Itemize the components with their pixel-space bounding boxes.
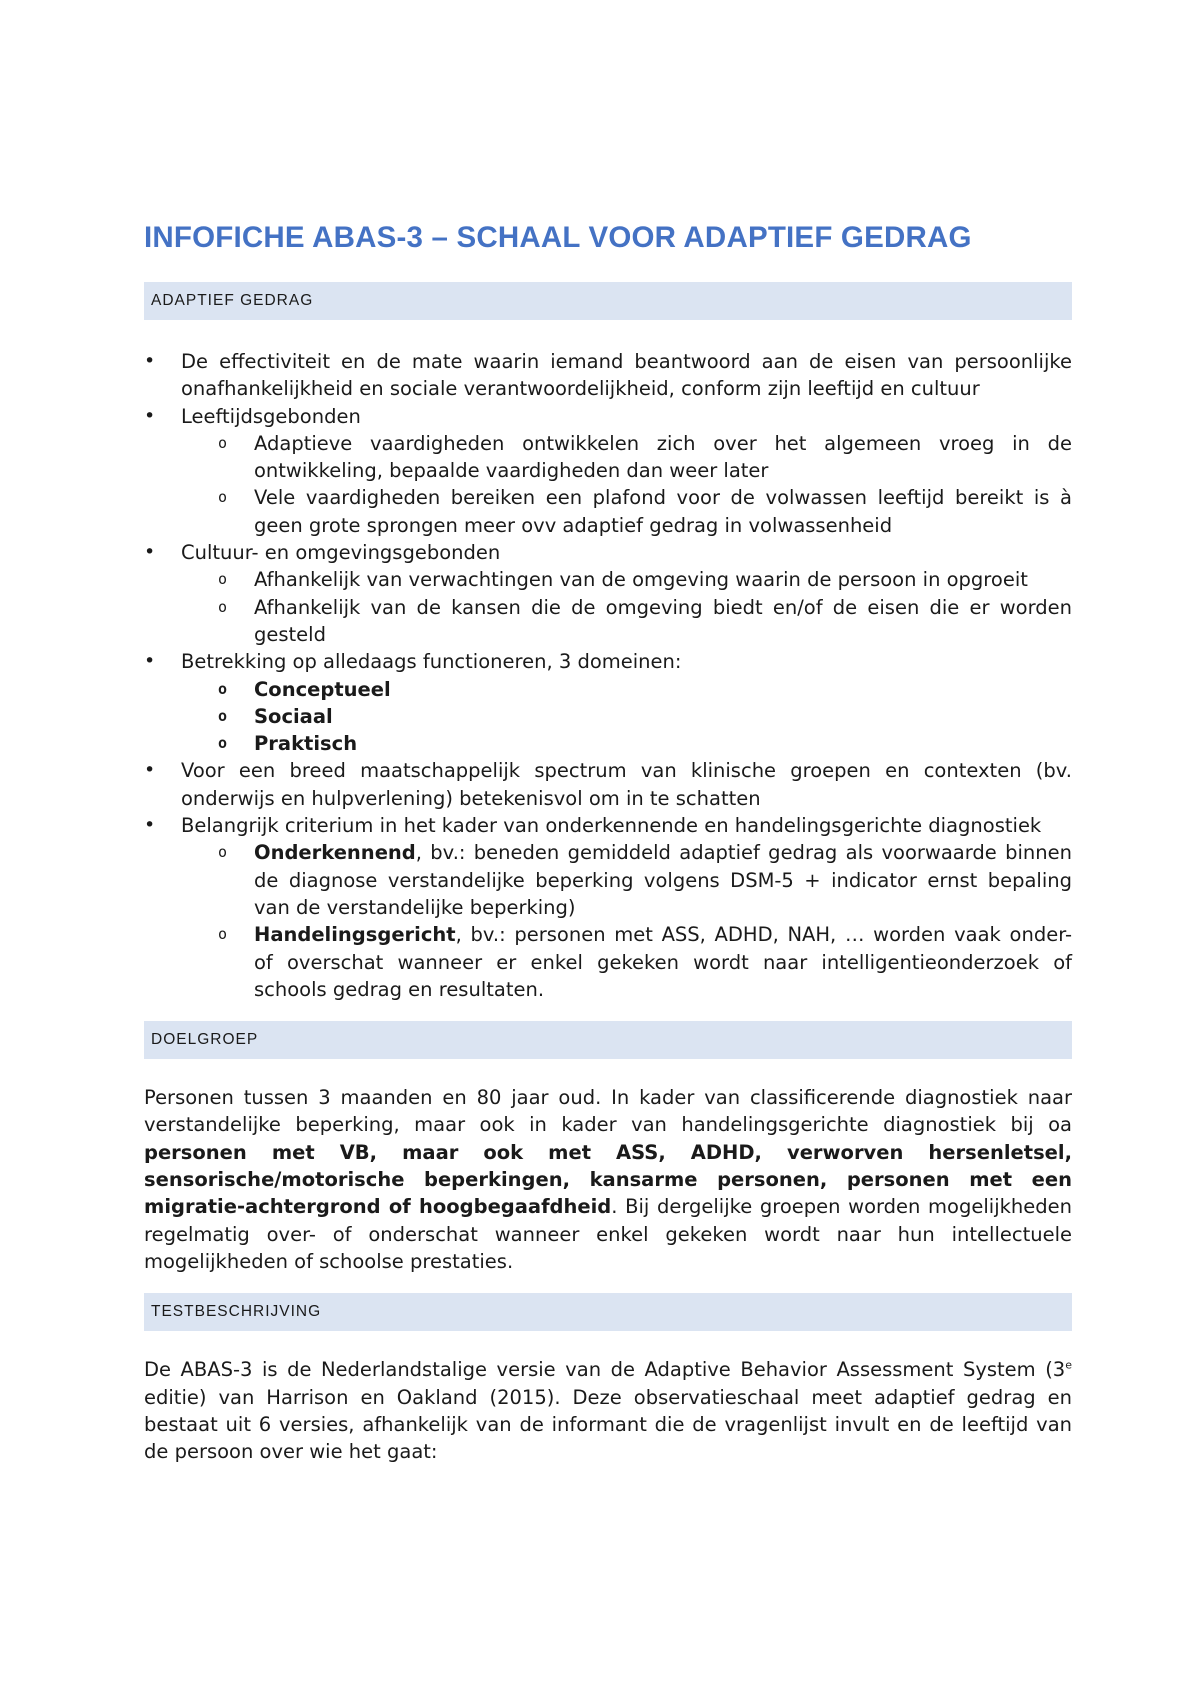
domain-item-conceptueel: o Conceptueel [181, 676, 1072, 703]
sub-list-item: o Afhankelijk van verwachtingen van de omgeving waarin de persoon in opgroeit [181, 566, 1072, 593]
section-heading-testbeschrijving: TESTBESCHRIJVING [144, 1293, 1072, 1331]
sub-list [181, 839, 1072, 1003]
section-heading-doelgroep: DOELGROEP [144, 1021, 1072, 1059]
sub-list-item: o Handelingsgericht, bv.: personen met ASS, ADHD, NAH, … worden vaak onder- of overschat wanneer er enkel gekeken wordt naar intelligentieonderzoek of schools gedrag en resultaten. [181, 921, 1072, 1003]
list-item: • Voor een breed maatschappelijk spectrum van klinische groepen en contexten (bv. onderwijs en hulpverlening) betekenisvol om in te schatten [144, 757, 1072, 812]
doelgroep-paragraph: Personen tussen 3 maanden en 80 jaar oud. In kader van classificerende diagnostiek naar verstandelijke beperking, maar ook in kader van handelingsgerichte diagnostiek bij oa personen met VB, maar ook met ASS, ADHD, verworven hersenletsel, sensorische/motorische beperkingen, kansarme personen, personen met een migratie-achtergrond of hoogbegaafdheid. Bij dergelijke groepen worden mogelijkheden regelmatig over- of onderschat wanneer enkel gekeken wordt naar hun intellectuele mogelijkheden of schoolse prestaties. [144, 1086, 1072, 1273]
document-page [144, 220, 1072, 1483]
list-item: • Belangrijk criterium in het kader van onderkennende en handelingsgerichte diagnostiek o Onderkennend, bv.: beneden gemiddeld adaptief gedrag als voorwaarde binnen de diagnose verstandelijke beperking volgens DSM-5 + indicator ernst bepaling van de verstandelijke beperking) o Handelingsgericht, bv.: personen met ASS, ADHD, NAH, … worden vaak onder- of overschat wanneer er enkel gekeken wordt naar intelligentieonderzoek of schools gedrag en resultaten. [144, 812, 1072, 1003]
sub-list-item: o Onderkennend, bv.: beneden gemiddeld adaptief gedrag als voorwaarde binnen de diagnose verstandelijke beperking volgens DSM-5 + indicator ernst bepaling van de verstandelijke beperking) [181, 839, 1072, 921]
sub-list-item: o Adaptieve vaardigheden ontwikkelen zich over het algemeen vroeg in de ontwikkeling, bepaalde vaardigheden dan weer later [181, 430, 1072, 485]
domain-list [181, 676, 1072, 758]
testbeschrijving-paragraph: De ABAS-3 is de Nederlandstalige versie van de Adaptive Behavior Assessment System (3e editie) van Harrison en Oakland (2015). Deze observatieschaal meet adaptief gedrag en bestaat uit 6 versies, afhankelijk van de informant die de vragenlijst invult en de leeftijd van de persoon over wie het gaat: [144, 1358, 1072, 1464]
domain-item-praktisch: o Praktisch [181, 730, 1072, 757]
document-title: INFOFICHE ABAS-3 – SCHAAL VOOR ADAPTIEF GEDRAG [144, 221, 972, 254]
list-item: • Leeftijdsgebonden o Adaptieve vaardigheden ontwikkelen zich over het algemeen vroeg in de ontwikkeling, bepaalde vaardigheden dan weer later o Vele vaardigheden bereiken een plafond voor de volwassen leeftijd bereikt is à geen grote sprongen meer ovv adaptief gedrag in volwassenheid [144, 403, 1072, 539]
sub-list-item: o Afhankelijk van de kansen die de omgeving biedt en/of de eisen die er worden gesteld [181, 594, 1072, 649]
list-item: • De effectiviteit en de mate waarin iemand beantwoord aan de eisen van persoonlijke onafhankelijkheid en sociale verantwoordelijkheid, conform zijn leeftijd en cultuur [144, 348, 1072, 403]
sub-list [181, 430, 1072, 539]
adaptief-gedrag-list [144, 348, 1072, 1003]
domain-item-sociaal: o Sociaal [181, 703, 1072, 730]
section-heading-adaptief-gedrag: ADAPTIEF GEDRAG [144, 282, 1072, 320]
list-item: • Cultuur- en omgevingsgebonden o Afhankelijk van verwachtingen van de omgeving waarin de persoon in opgroeit o Afhankelijk van de kansen die de omgeving biedt en/of de eisen die er worden gesteld [144, 539, 1072, 648]
sub-list-item: o Vele vaardigheden bereiken een plafond voor de volwassen leeftijd bereikt is à geen grote sprongen meer ovv adaptief gedrag in volwassenheid [181, 484, 1072, 539]
sub-list [181, 566, 1072, 648]
list-item: • Betrekking op alledaags functioneren, 3 domeinen: o Conceptueel o Sociaal o Praktisch [144, 648, 1072, 757]
